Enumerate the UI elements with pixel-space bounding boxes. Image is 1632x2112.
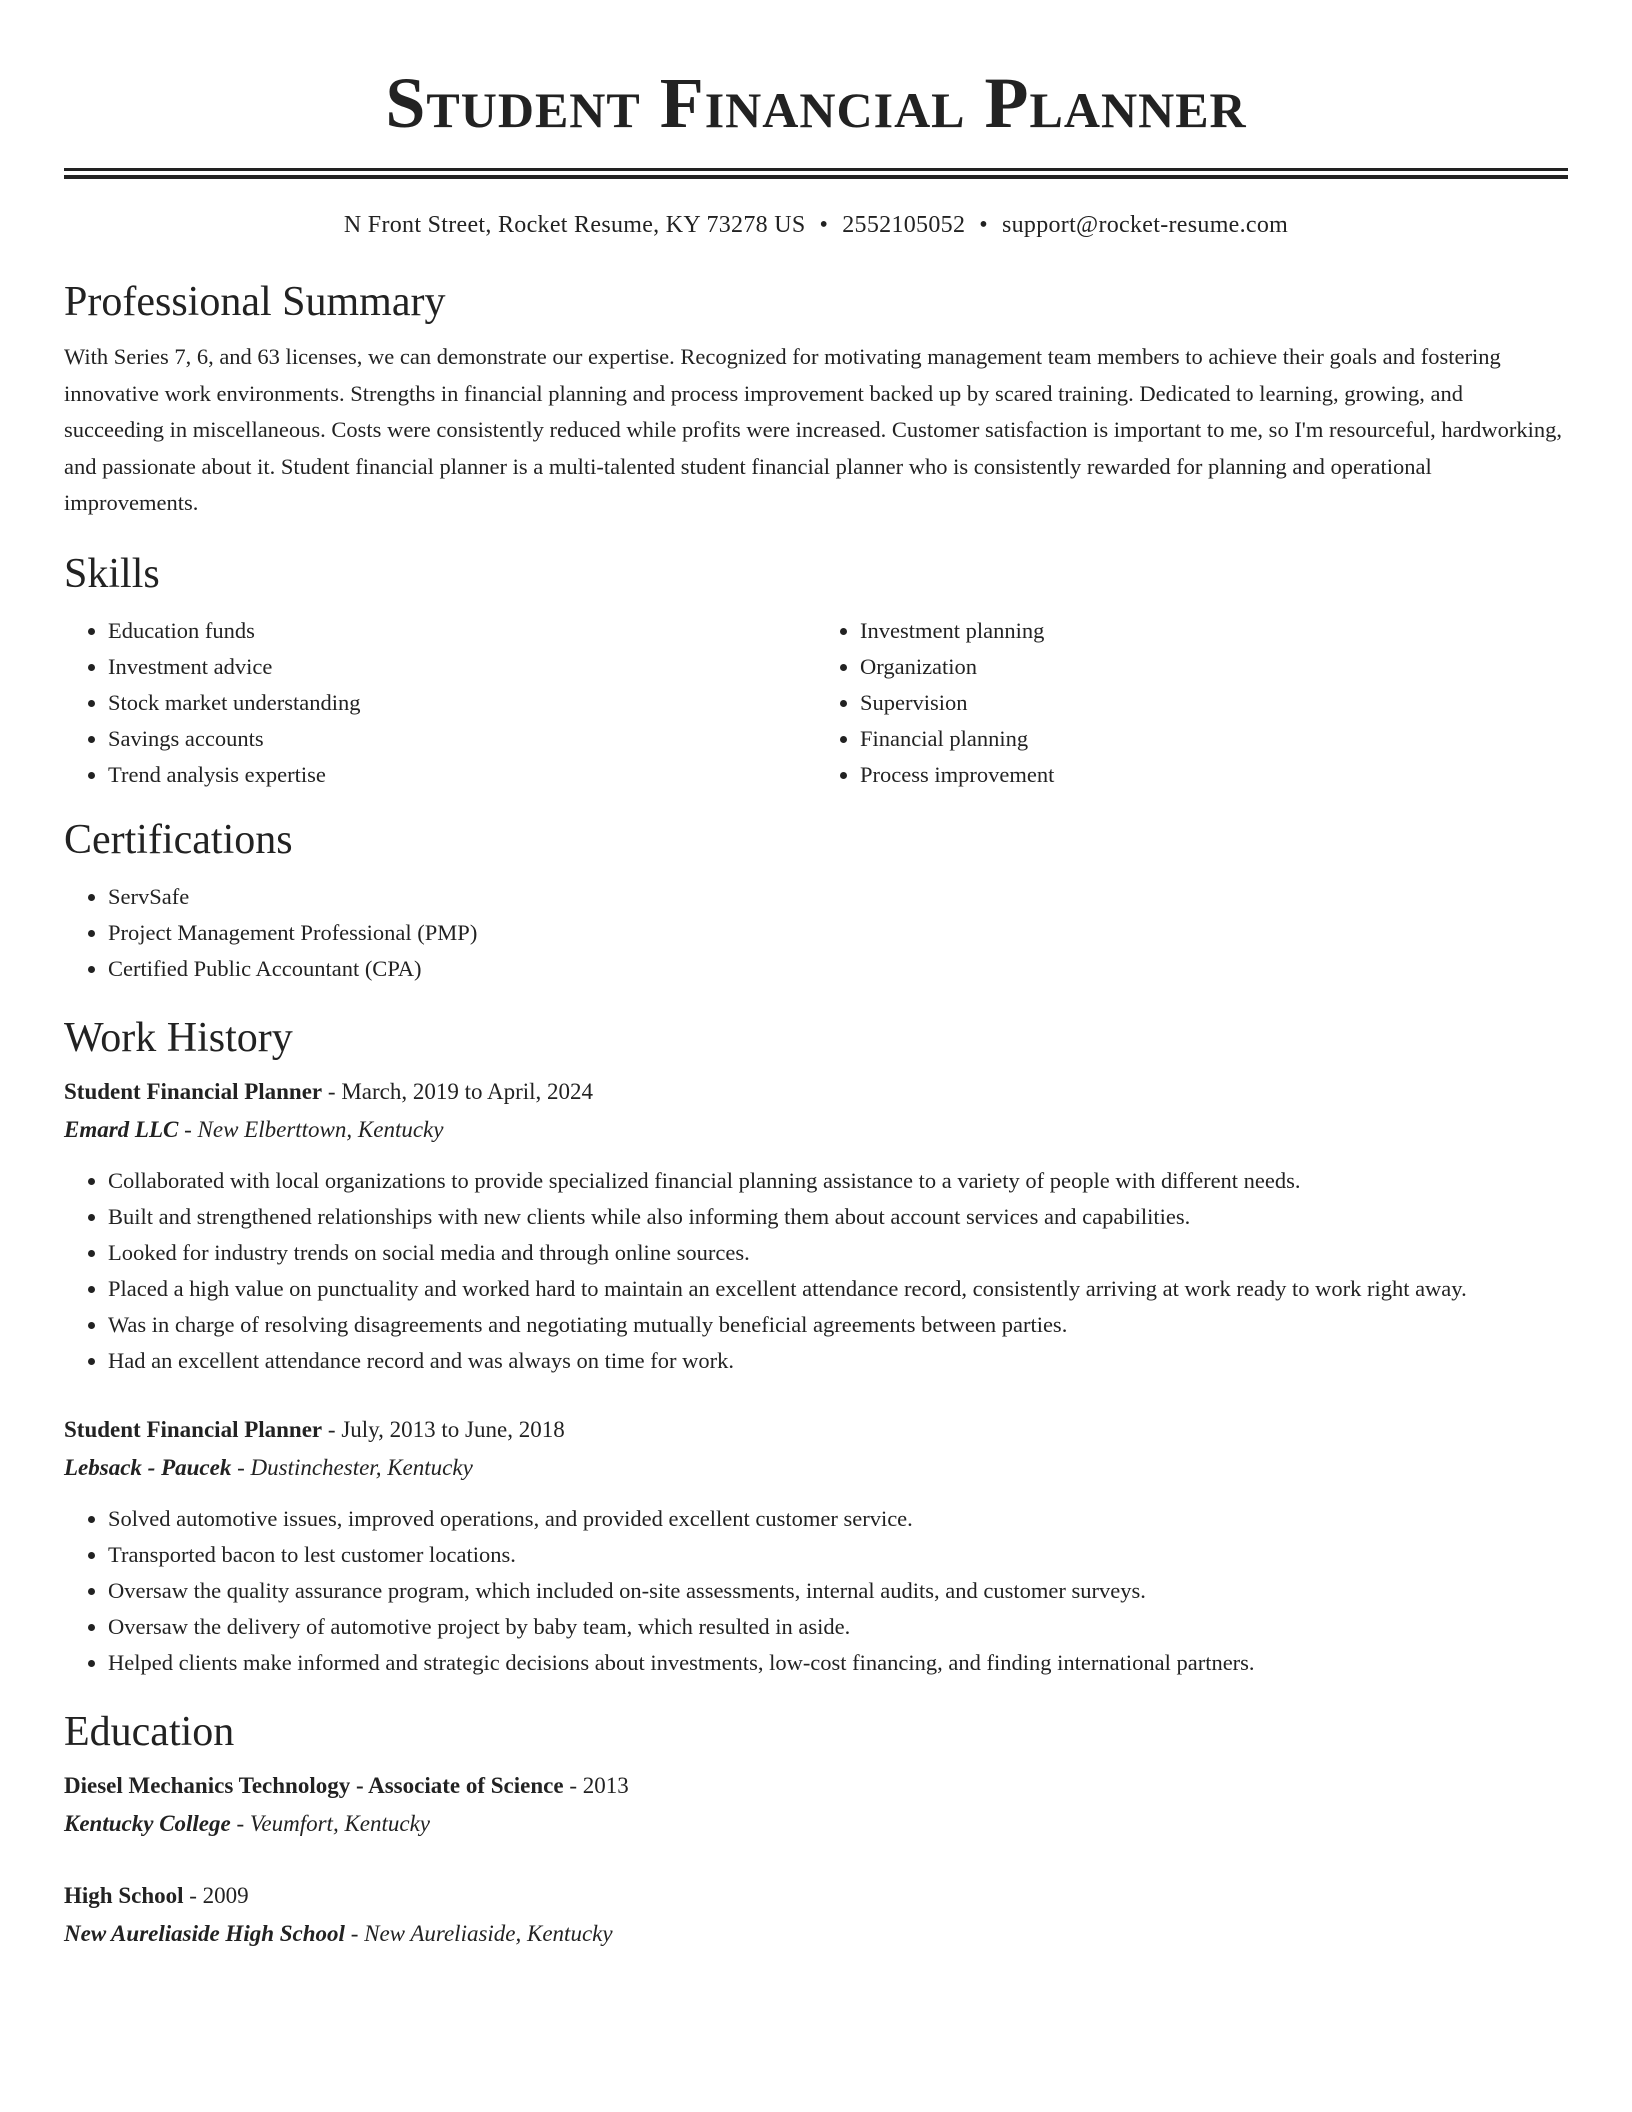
job-dates: - July, 2013 to June, 2018 (322, 1416, 565, 1442)
skills-list-right (816, 613, 1568, 793)
school-location: - New Aureliaside, Kentucky (344, 1920, 613, 1946)
job-bullet: • Oversaw the quality assurance program, which included on-site assessments, internal audits, and customer surveys. (108, 1573, 1568, 1609)
job-entry (64, 1073, 1568, 1379)
education-entry (64, 1767, 1568, 1843)
skills-list-left (64, 613, 816, 793)
contact-email: support@rocket-resume.com (1001, 212, 1289, 238)
skill-item: • Trend analysis expertise (108, 757, 816, 793)
job-title: Student Financial Planner (64, 1416, 323, 1442)
job-bullet: • Built and strengthened relationships with new clients while also informing them about account services and capabilities. (108, 1199, 1568, 1235)
education-school (64, 1915, 1568, 1953)
job-location: - New Elberttown, Kentucky (178, 1116, 444, 1142)
certification-item: • Certified Public Accountant (CPA) (108, 951, 1568, 987)
education-entry (64, 1877, 1568, 1953)
skill-item: • Savings accounts (108, 721, 816, 757)
education-section (64, 1705, 1568, 1953)
certification-item: • Project Management Professional (PMP) (108, 915, 1568, 951)
job-bullets (64, 1501, 1568, 1681)
school-name: New Aureliaside High School (64, 1920, 345, 1946)
job-bullets (64, 1163, 1568, 1379)
skill-item: • Stock market understanding (108, 685, 816, 721)
contact-phone: 2552105052 (842, 212, 966, 238)
graduation-year: - 2009 (183, 1882, 249, 1908)
job-bullet: • Looked for industry trends on social media and through online sources. (108, 1235, 1568, 1271)
job-bullet: • Was in charge of resolving disagreements and negotiating mutually beneficial agreements between parties. (108, 1307, 1568, 1343)
job-bullet: • Solved automotive issues, improved operations, and provided excellent customer service. (108, 1501, 1568, 1537)
certifications-list (64, 879, 1568, 987)
header-divider (64, 168, 1568, 179)
job-employer (64, 1449, 1568, 1487)
company-name: Emard LLC (64, 1116, 179, 1142)
contact-address: N Front Street, Rocket Resume, KY 73278 US (343, 212, 806, 238)
candidate-name: Student Financial Planner (385, 63, 1247, 143)
job-location: - Dustinchester, Kentucky (231, 1454, 473, 1480)
summary-title: Professional Summary (64, 279, 446, 325)
skill-item: • Financial planning (860, 721, 1568, 757)
job-heading (64, 1411, 1568, 1449)
job-bullet: • Helped clients make informed and strategic decisions about investments, low-cost financing, and finding international partners. (108, 1645, 1568, 1681)
work-history-title: Work History (64, 1014, 293, 1061)
contact-separator: • (819, 212, 829, 238)
education-heading (64, 1877, 1568, 1915)
summary-section (64, 275, 1568, 522)
skills-grid (64, 613, 1568, 793)
job-bullet: • Had an excellent attendance record and was always on time for work. (108, 1343, 1568, 1379)
school-name: Kentucky College (64, 1810, 231, 1836)
job-bullet: • Oversaw the delivery of automotive project by baby team, which resulted in aside. (108, 1609, 1568, 1645)
certification-item: • ServSafe (108, 879, 1568, 915)
job-employer (64, 1111, 1568, 1149)
skill-item: • Supervision (860, 685, 1568, 721)
summary-text: With Series 7, 6, and 63 licenses, we can demonstrate our expertise. Recognized for motivating management team members to achieve their goals and fostering innovative work environments. Strengths in financial planning and process improvement backed up by scared training. Dedicated to learning, growing, and succeeding in miscellaneous. Costs were consistently reduced while profits were increased. Customer satisfaction is important to me, so I'm resourceful, hardworking, and passionate about it. Student financial planner is a multi-talented student financial planner who is consistently rewarded for planning and operational improvements. (64, 344, 1563, 515)
graduation-year: - 2013 (563, 1772, 629, 1798)
job-title: Student Financial Planner (64, 1078, 323, 1104)
skill-item: • Process improvement (860, 757, 1568, 793)
skills-title: Skills (64, 550, 160, 597)
job-bullet: • Collaborated with local organizations to provide specialized financial planning assistance to a variety of people with different needs. (108, 1163, 1568, 1199)
skill-item: • Education funds (108, 613, 816, 649)
job-bullet: • Placed a high value on punctuality and worked hard to maintain an excellent attendance record, consistently arriving at work ready to work right away. (108, 1271, 1568, 1307)
education-title: Education (64, 1708, 235, 1755)
job-entry (64, 1411, 1568, 1681)
certifications-section (64, 813, 1568, 987)
company-name: Lebsack - Paucek (64, 1454, 232, 1480)
education-school (64, 1805, 1568, 1843)
skill-item: • Investment planning (860, 613, 1568, 649)
school-location: - Veumfort, Kentucky (230, 1810, 431, 1836)
degree-name: Diesel Mechanics Technology - Associate of Science (64, 1772, 564, 1798)
contact-separator: • (979, 212, 988, 238)
work-history-section (64, 1011, 1568, 1681)
skill-item: • Organization (860, 649, 1568, 685)
skill-item: • Investment advice (108, 649, 816, 685)
contact-line (64, 209, 1568, 241)
degree-name: High School (64, 1882, 184, 1908)
job-heading (64, 1073, 1568, 1111)
certifications-title: Certifications (64, 816, 293, 863)
education-heading (64, 1767, 1568, 1805)
skills-section (64, 547, 1568, 793)
job-bullet: • Transported bacon to lest customer locations. (108, 1537, 1568, 1573)
job-dates: - March, 2019 to April, 2024 (322, 1078, 594, 1104)
